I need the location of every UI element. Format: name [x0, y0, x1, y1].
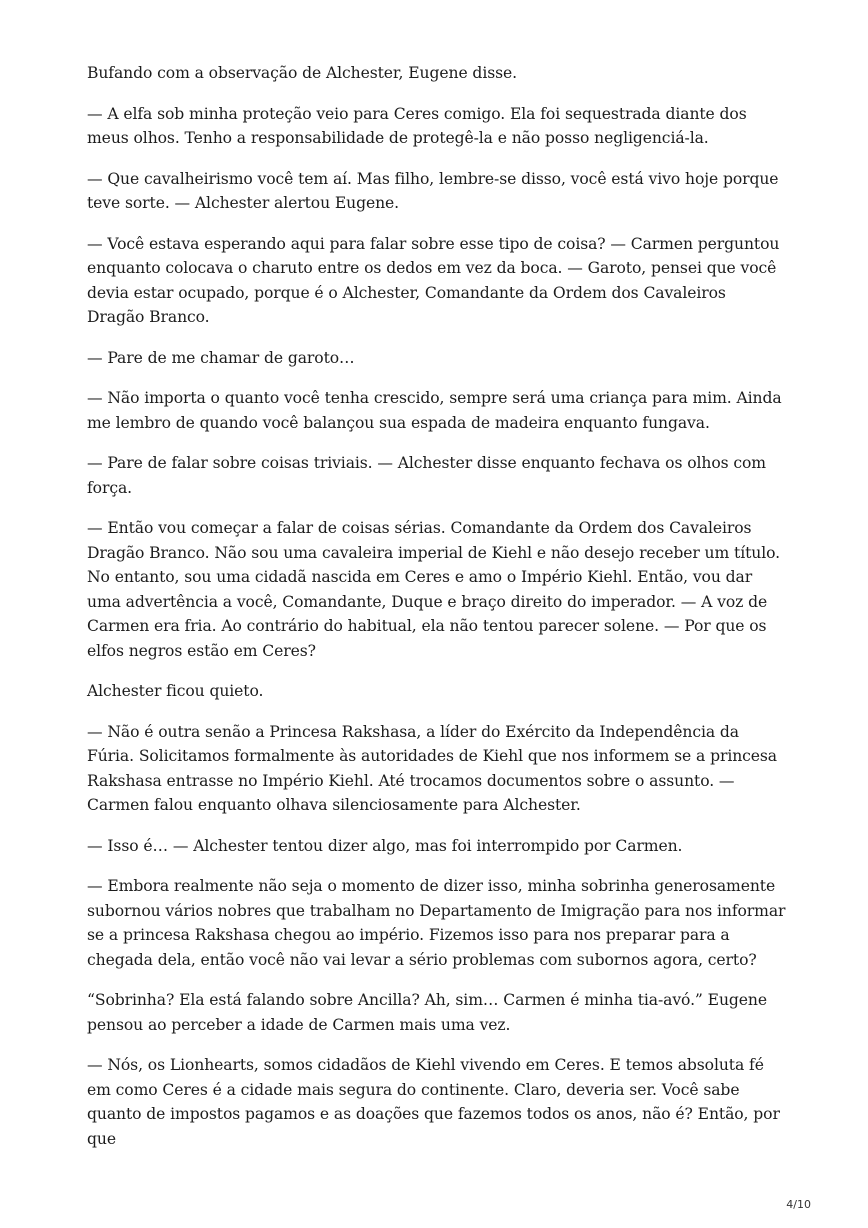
paragraph-1: Bufando com a observação de Alchester, Eugene disse. [87, 64, 517, 82]
paragraph-7: — Pare de falar sobre coisas triviais. — Alchester disse enquanto fechava os olhos com força. [87, 454, 766, 497]
paragraph-2: — A elfa sob minha proteção veio para Ceres comigo. Ela foi sequestrada diante dos meus olhos. Tenho a responsabilidade de protegê-la e não posso negligenciá-la. [87, 104, 747, 147]
page-number: 4/10 [786, 1198, 811, 1211]
paragraph-3: — Que cavalheirismo você tem aí. Mas filho, lembre-se disso, você está vivo hoje porque teve sorte. — Alchester alertou Eugene. [87, 169, 779, 212]
paragraph-11: — Isso é… — Alchester tentou dizer algo, mas foi interrompido por Carmen. [87, 836, 683, 855]
paragraph-8: — Então vou começar a falar de coisas sérias. Comandante da Ordem dos Cavaleiros Dragão Branco. Não sou uma cavaleira imperial de Kiehl e não desejo receber um título. No entanto, sou uma cidadã nascida em Ceres e amo o Império Kiehl. Então, vou dar uma advertência a você, Comandante, Duque e braço direito do imperador. — A voz de Carmen era fria. Ao contrário do habitual, ela não tentou parecer solene. — Por que os elfos negros estão em Ceres? [87, 519, 780, 660]
paragraph-5: — Pare de me chamar de garoto… [87, 348, 355, 367]
paragraph-12: — Embora realmente não seja o momento de dizer isso, minha sobrinha generosamente subornou vários nobres que trabalham no Departamento de Imigração para nos informar se a princesa Rakshasa chegou ao império. Fizemos isso para nos preparar para a chegada dela, então você não vai levar a sério problemas com subornos agora, certo? [87, 877, 786, 969]
paragraph-4: — Você estava esperando aqui para falar sobre esse tipo de coisa? — Carmen perguntou enquanto colocava o charuto entre os dedos em vez da boca. — Garoto, pensei que você devia estar ocupado, porque é o Alchester, Comandante da Ordem dos Cavaleiros Dragão Branco. [87, 234, 780, 326]
paragraph-13: “Sobrinha? Ela está falando sobre Ancilla? Ah, sim… Carmen é minha tia-avó.” Eugene pensou ao perceber a idade de Carmen mais uma vez. [87, 991, 767, 1034]
paragraph-6: — Não importa o quanto você tenha crescido, sempre será uma criança para mim. Ainda me lembro de quando você balançou sua espada de madeira enquanto fungava. [87, 389, 782, 432]
paragraph-14: — Nós, os Lionhearts, somos cidadãos de Kiehl vivendo em Ceres. E temos absoluta fé em como Ceres é a cidade mais segura do continente. Claro, deveria ser. Você sabe quanto de impostos pagamos e as doações que fazemos todos os anos, não é? Então, por que [87, 1056, 780, 1148]
paragraph-9: Alchester ficou quieto. [87, 682, 264, 700]
page-body [87, 61, 787, 1167]
paragraph-10: — Não é outra senão a Princesa Rakshasa, a líder do Exército da Independência da Fúria. Solicitamos formalmente às autoridades de Kiehl que nos informem se a princesa Rakshasa entrasse no Império Kiehl. Até trocamos documentos sobre o assunto. — Carmen falou enquanto olhava silenciosamente para Alchester. [87, 722, 778, 814]
